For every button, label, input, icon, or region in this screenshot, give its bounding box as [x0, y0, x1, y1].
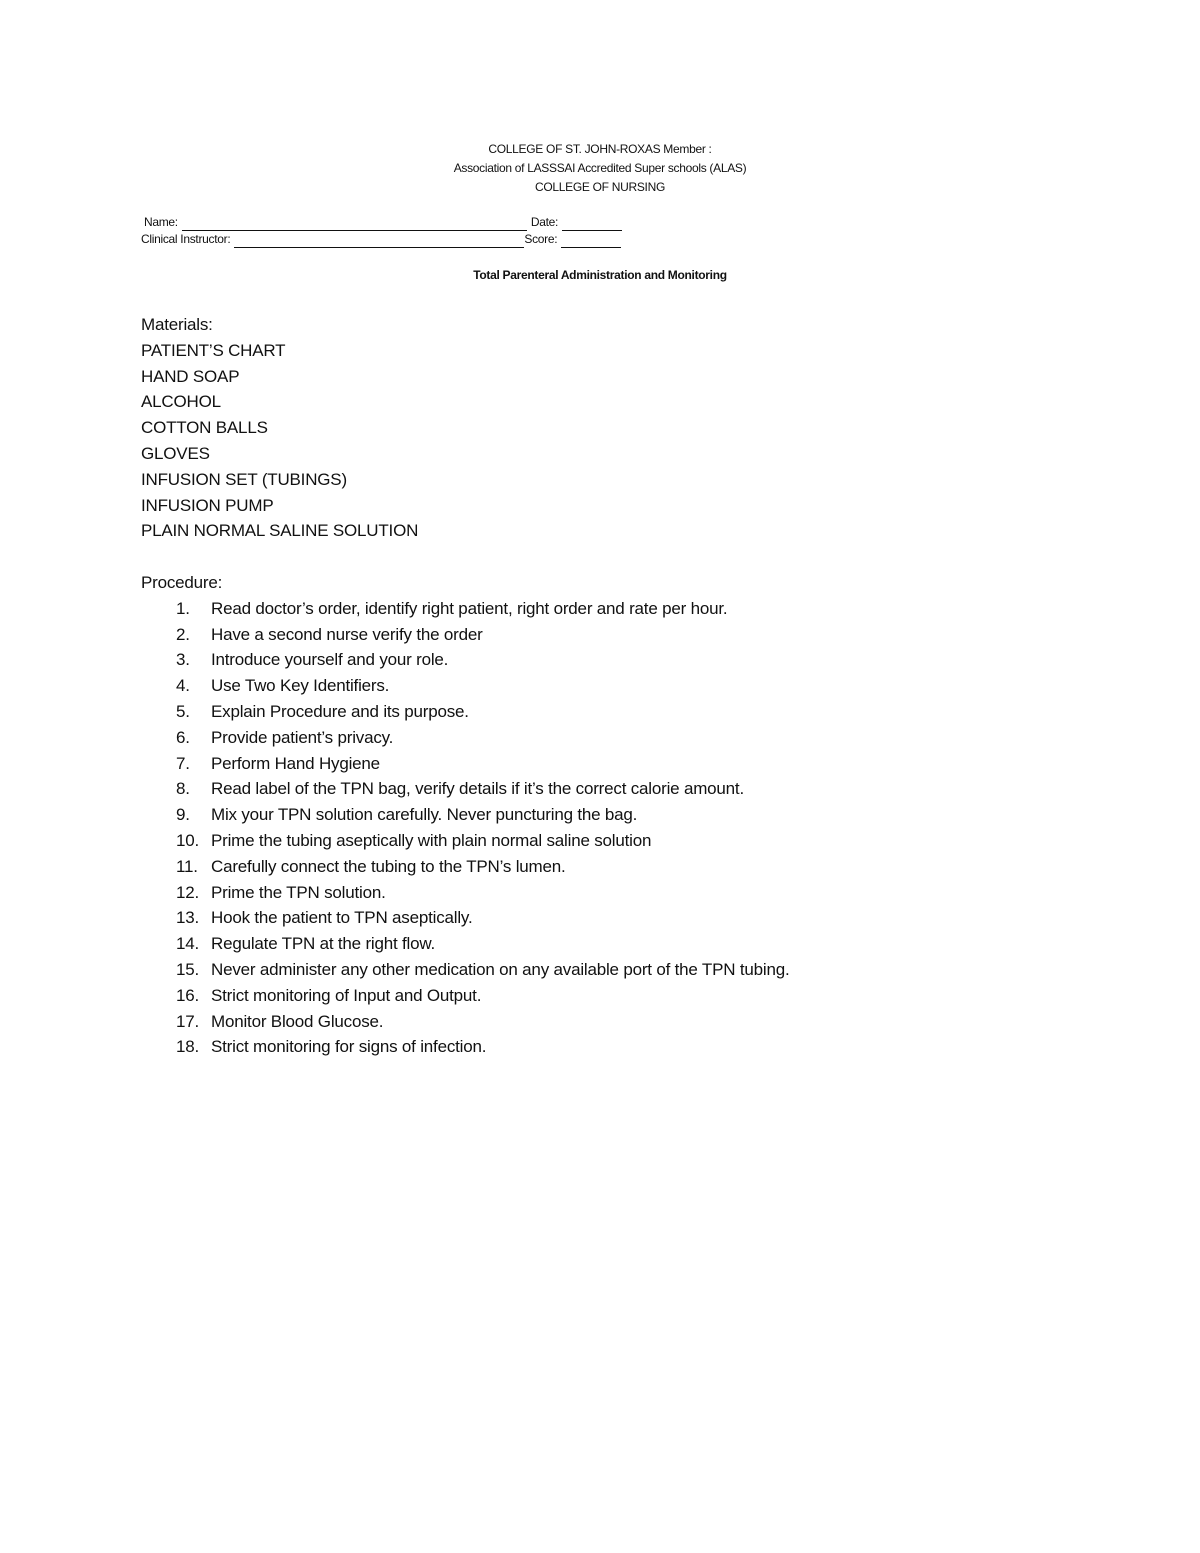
step-number: 3.: [176, 650, 190, 670]
procedure-step: [141, 699, 789, 725]
procedure-step: [141, 622, 789, 648]
document-title: Total Parenteral Administration and Monitoring: [473, 268, 727, 282]
step-number: 11.: [176, 856, 198, 876]
step-text: Prime the tubing aseptically with plain normal saline solution: [211, 830, 652, 850]
step-text: Explain Procedure and its purpose.: [211, 701, 469, 721]
step-number: 6.: [176, 727, 190, 747]
header-line-association: Association of LASSSAI Accredited Super schools (ALAS): [453, 161, 747, 175]
procedure-step: [141, 905, 789, 931]
step-number: 5.: [176, 701, 190, 721]
material-item: GLOVES: [141, 443, 210, 463]
step-text: Introduce yourself and your role.: [211, 650, 449, 670]
student-info-fields: [141, 214, 622, 248]
material-item: HAND SOAP: [141, 366, 240, 386]
date-label: Date:: [530, 215, 559, 229]
procedure-step: [141, 854, 789, 880]
step-number: 14.: [176, 934, 200, 954]
step-text: Read doctor’s order, identify right patient, right order and rate per hour.: [211, 598, 728, 618]
step-number: 4.: [176, 676, 190, 696]
step-text: Never administer any other medication on any available port of the TPN tubing.: [211, 959, 790, 979]
material-item: PATIENT’S CHART: [141, 340, 286, 360]
procedure-step: [141, 1009, 789, 1035]
step-number: 15.: [176, 959, 200, 979]
procedure-steps-list: [141, 596, 789, 1060]
step-number: 2.: [176, 624, 190, 644]
step-number: 9.: [176, 805, 190, 825]
materials-heading: Materials:: [141, 315, 213, 334]
step-number: 8.: [176, 779, 190, 799]
step-number: 12.: [176, 882, 200, 902]
name-field-line[interactable]: [182, 217, 527, 231]
materials-section: [141, 312, 418, 544]
step-text: Monitor Blood Glucose.: [211, 1011, 384, 1031]
step-text: Provide patient’s privacy.: [211, 727, 394, 747]
date-field-line[interactable]: [562, 217, 622, 231]
institution-header: [0, 140, 1200, 197]
step-text: Use Two Key Identifiers.: [211, 676, 390, 696]
step-text: Have a second nurse verify the order: [211, 624, 483, 644]
procedure-step: [141, 983, 789, 1009]
score-field-line[interactable]: [561, 234, 621, 248]
instructor-score-row: [141, 231, 622, 248]
step-text: Strict monitoring of Input and Output.: [211, 985, 482, 1005]
procedure-step: [141, 1034, 789, 1060]
step-number: 7.: [176, 753, 190, 773]
step-number: 18.: [176, 1037, 200, 1057]
step-text: Regulate TPN at the right flow.: [211, 934, 436, 954]
clinical-instructor-label: Clinical Instructor:: [141, 232, 231, 246]
score-label: Score:: [524, 232, 558, 246]
clinical-instructor-field-line[interactable]: [234, 234, 524, 248]
step-text: Prime the TPN solution.: [211, 882, 386, 902]
procedure-step: [141, 880, 789, 906]
step-number: 10.: [176, 830, 200, 850]
material-item: PLAIN NORMAL SALINE SOLUTION: [141, 521, 419, 541]
step-number: 17.: [176, 1011, 200, 1031]
step-text: Mix your TPN solution carefully. Never puncturing the bag.: [211, 805, 638, 825]
name-label: Name:: [144, 215, 178, 229]
procedure-step: [141, 776, 789, 802]
procedure-heading: Procedure:: [141, 573, 223, 592]
procedure-step: [141, 957, 789, 983]
procedure-step: [141, 802, 789, 828]
step-text: Strict monitoring for signs of infection.: [211, 1037, 487, 1057]
material-item: INFUSION SET (TUBINGS): [141, 469, 347, 489]
procedure-step: [141, 596, 789, 622]
step-number: 13.: [176, 908, 200, 928]
procedure-step: [141, 673, 789, 699]
name-date-row: [141, 214, 622, 231]
procedure-step: [141, 931, 789, 957]
procedure-step: [141, 725, 789, 751]
step-text: Carefully connect the tubing to the TPN’s lumen.: [211, 856, 566, 876]
material-item: ALCOHOL: [141, 392, 221, 412]
procedure-step: [141, 828, 789, 854]
step-text: Hook the patient to TPN aseptically.: [211, 908, 473, 928]
step-text: Perform Hand Hygiene: [211, 753, 380, 773]
material-item: COTTON BALLS: [141, 418, 268, 438]
material-item: INFUSION PUMP: [141, 495, 274, 515]
procedure-section: [141, 570, 789, 1060]
header-line-college: COLLEGE OF ST. JOHN-ROXAS Member :: [488, 142, 712, 156]
step-text: Read label of the TPN bag, verify details if it’s the correct calorie amount.: [211, 779, 744, 799]
procedure-step: [141, 751, 789, 777]
header-line-department: COLLEGE OF NURSING: [535, 180, 665, 194]
procedure-step: [141, 647, 789, 673]
step-number: 1.: [176, 598, 190, 618]
step-number: 16.: [176, 985, 200, 1005]
